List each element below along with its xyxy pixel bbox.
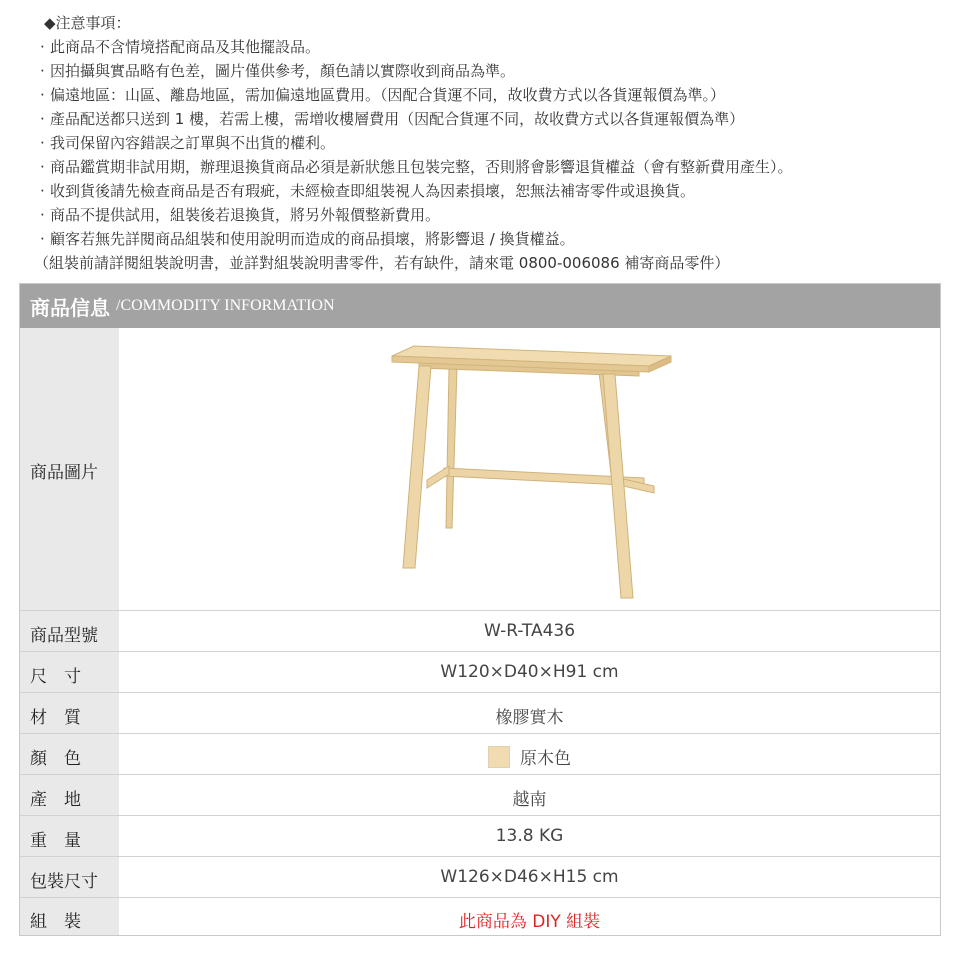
color-text: 原木色 [520, 749, 571, 769]
row-size [20, 651, 940, 692]
photo-label: 商品圖片 [30, 463, 98, 483]
package-size-label: 包裝尺寸 [30, 872, 98, 892]
note-item: · 我司保留內容錯誤之訂單與不出貨的權利。 [40, 134, 336, 152]
color-swatch [488, 746, 510, 768]
model-label: 商品型號 [30, 626, 98, 646]
info-header [20, 284, 940, 328]
info-subtitle: /COMMODITY INFORMATION [116, 297, 335, 314]
bar-table-image [119, 328, 941, 610]
note-item: · 產品配送都只送到 1 樓，若需上樓，需增收樓層費用（因配合貨運不同，故收費方式以各貨運報價為準） [40, 110, 745, 128]
row-model [20, 610, 940, 651]
origin-value: 越南 [512, 790, 547, 810]
origin-label: 產 地 [30, 790, 81, 810]
model-value: W-R-TA436 [483, 621, 576, 641]
row-color [20, 733, 940, 774]
row-package-size [20, 856, 940, 897]
row-assembly [20, 897, 940, 935]
color-value [119, 744, 940, 769]
material-label: 材 質 [30, 708, 81, 728]
commodity-info-table [19, 283, 941, 936]
note-item: · 因拍攝與實品略有色差，圖片僅供參考，顏色請以實際收到商品為準。 [40, 62, 516, 80]
note-item: · 商品不提供試用，組裝後若退換貨，將另外報價整新費用。 [40, 206, 441, 224]
assembly-value: 此商品為 DIY 組裝 [458, 912, 601, 932]
weight-label: 重 量 [30, 831, 81, 851]
note-item: · 顧客若無先詳閱商品組裝和使用說明而造成的商品損壞，將影響退 / 換貨權益。 [40, 230, 575, 248]
row-weight [20, 815, 940, 856]
note-item: · 此商品不含情境搭配商品及其他擺設品。 [40, 38, 321, 56]
note-item: · 商品鑑賞期非試用期，辦理退換貨商品必須是新狀態且包裝完整，否則將會影響退貨權益（會有整新費用產生）。 [40, 158, 793, 176]
note-item: · 收到貨後請先檢查商品是否有瑕疵，未經檢查即組裝視人為因素損壞，恕無法補寄零件或退換貨。 [40, 182, 696, 200]
row-material [20, 692, 940, 733]
color-label: 顏 色 [30, 749, 81, 769]
note-item: · 偏遠地區：山區、離島地區，需加偏遠地區費用。（因配合貨運不同，故收費方式以各貨運報價為準。） [40, 86, 726, 104]
row-origin [20, 774, 940, 815]
size-value: W120×D40×H91 cm [440, 662, 619, 682]
package-size-value: W126×D46×H15 cm [440, 867, 619, 887]
assembly-notice: （組裝前請詳閱組裝說明書，並詳對組裝說明書零件，若有缺件，請來電 0800-006086 補寄商品零件） [34, 254, 730, 272]
weight-value: 13.8 KG [495, 826, 564, 846]
assembly-label: 組 裝 [30, 912, 81, 932]
info-title: 商品信息 [30, 295, 110, 320]
size-label: 尺 寸 [30, 667, 81, 687]
notes-title: ◆注意事項： [44, 14, 131, 32]
material-value: 橡膠實木 [495, 708, 564, 728]
product-photo [119, 328, 940, 610]
